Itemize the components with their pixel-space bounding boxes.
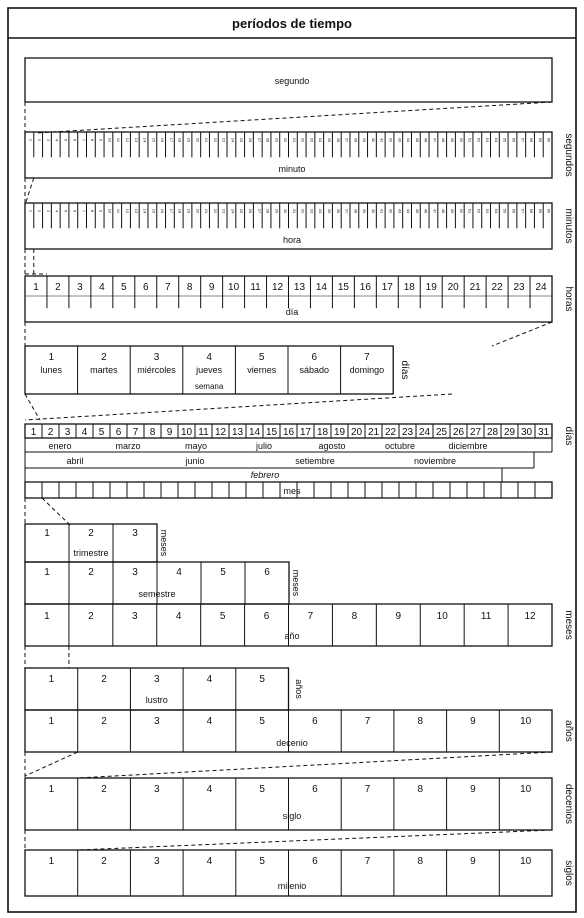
minuto-num-8: 8 bbox=[89, 138, 95, 142]
siglo-decenio-4: 4 bbox=[206, 784, 213, 795]
ano-mes-7: 7 bbox=[307, 611, 314, 622]
siglo-decenio-1: 1 bbox=[48, 784, 55, 795]
dia-mes-num-10: 10 bbox=[180, 427, 193, 438]
hora-num-7: 7 bbox=[81, 209, 87, 213]
minuto-num-19: 19 bbox=[186, 137, 192, 143]
hora-num-40: 40 bbox=[370, 208, 376, 214]
hora-num-14: 14 bbox=[142, 208, 148, 214]
minuto-num-44: 44 bbox=[406, 137, 412, 143]
decenio-label: decenio bbox=[276, 738, 308, 748]
minuto-num-38: 38 bbox=[353, 137, 359, 143]
siglo-decenio-8: 8 bbox=[417, 784, 424, 795]
decenio-ano-10: 10 bbox=[520, 716, 532, 727]
hora-num-37: 37 bbox=[344, 208, 350, 214]
minuto-num-52: 52 bbox=[476, 137, 482, 143]
mes31-mayo: mayo bbox=[184, 441, 208, 451]
minuto-num-20: 20 bbox=[195, 137, 201, 143]
dias-side-label: días bbox=[563, 426, 574, 446]
minuto-num-29: 29 bbox=[274, 137, 280, 143]
decenio-ano-8: 8 bbox=[417, 716, 424, 727]
hora-num-9: 9 bbox=[98, 209, 104, 213]
hora-num-22: 22 bbox=[212, 208, 218, 214]
minuto-num-33: 33 bbox=[309, 137, 315, 143]
hora-num-3: 3 bbox=[77, 282, 83, 293]
minuto-num-50: 50 bbox=[458, 137, 464, 143]
minuto-num-16: 16 bbox=[160, 137, 166, 143]
segundo-label: segundo bbox=[274, 76, 310, 86]
dia-semana-martes: martes bbox=[90, 365, 118, 375]
trimestre-label: trimestre bbox=[73, 548, 109, 558]
minuto-num-41: 41 bbox=[379, 137, 385, 143]
connector-segundo-right bbox=[36, 102, 552, 133]
minuto-num-60: 60 bbox=[546, 137, 552, 143]
horas-side-label: horas bbox=[563, 286, 574, 312]
dia-mes-num-18: 18 bbox=[316, 427, 329, 438]
dias-semana-side-label: días bbox=[399, 360, 410, 380]
minuto-num-53: 53 bbox=[485, 137, 491, 143]
minuto-num-1: 1 bbox=[28, 138, 34, 142]
minuto-num-25: 25 bbox=[239, 137, 245, 143]
hora-num-5: 5 bbox=[63, 209, 69, 213]
connector-decenio-right bbox=[25, 752, 78, 776]
hora-num-19: 19 bbox=[186, 208, 192, 214]
hora-num-36: 36 bbox=[335, 208, 341, 214]
mes31-diciembre: diciembre bbox=[448, 441, 488, 451]
siglo-decenio-9: 9 bbox=[470, 784, 476, 795]
dia-mes-num-6: 6 bbox=[115, 427, 122, 438]
mes30-setiembre: setiembre bbox=[295, 456, 335, 466]
minuto-num-36: 36 bbox=[335, 137, 341, 143]
decenio-ano-5: 5 bbox=[259, 716, 265, 727]
hora-num-41: 41 bbox=[379, 208, 385, 214]
hora-num-56: 56 bbox=[511, 208, 517, 214]
milenio-label: milenio bbox=[277, 881, 307, 891]
hora-num-21: 21 bbox=[469, 282, 481, 293]
milenio-siglo-6: 6 bbox=[312, 856, 318, 867]
minuto-num-54: 54 bbox=[493, 137, 499, 143]
hora-num-29: 29 bbox=[274, 208, 280, 214]
dia-mes-num-12: 12 bbox=[214, 427, 227, 438]
hora-num-9: 9 bbox=[208, 282, 215, 293]
hora-num-25: 25 bbox=[239, 208, 245, 214]
ano-mes-11: 11 bbox=[480, 611, 492, 622]
dia-mes-num-1: 1 bbox=[30, 427, 37, 438]
minuto-num-31: 31 bbox=[291, 137, 297, 143]
hora-side-label: minutos bbox=[563, 208, 574, 244]
dia-label: día bbox=[285, 307, 299, 317]
dia-semana-sábado: sábado bbox=[299, 365, 330, 375]
milenio-siglo-10: 10 bbox=[520, 856, 532, 867]
hora-num-32: 32 bbox=[300, 208, 306, 214]
dia-mes-num-2: 2 bbox=[47, 427, 54, 438]
minuto-num-18: 18 bbox=[177, 137, 183, 143]
minuto-num-24: 24 bbox=[230, 137, 236, 143]
dia-mes-num-9: 9 bbox=[166, 427, 173, 438]
minuto-num-28: 28 bbox=[265, 137, 271, 143]
hora-num-15: 15 bbox=[151, 208, 157, 214]
minuto-num-59: 59 bbox=[537, 137, 543, 143]
hora-num-31: 31 bbox=[291, 208, 297, 214]
hora-num-34: 34 bbox=[318, 208, 324, 214]
connector-siglo-right bbox=[78, 830, 552, 850]
mes30-abril: abril bbox=[66, 456, 84, 466]
minuto-num-10: 10 bbox=[107, 137, 113, 143]
hora-num-12: 12 bbox=[125, 208, 131, 214]
hora-num-60: 60 bbox=[546, 208, 552, 214]
hora-num-21: 21 bbox=[204, 208, 210, 214]
hora-num-13: 13 bbox=[293, 282, 306, 293]
hora-num-23: 23 bbox=[513, 282, 525, 293]
ano-mes-6: 6 bbox=[263, 611, 270, 622]
dia-semana-lunes: lunes bbox=[40, 365, 63, 375]
dia-semana-viernes: viernes bbox=[247, 365, 277, 375]
page-title: períodos de tiempo bbox=[232, 16, 352, 31]
hora-num-3: 3 bbox=[45, 209, 51, 213]
hora-num-55: 55 bbox=[502, 208, 508, 214]
hora-num-46: 46 bbox=[423, 208, 429, 214]
siglo-decenio-7: 7 bbox=[364, 784, 371, 795]
hora-num-50: 50 bbox=[458, 208, 464, 214]
minuto-num-2: 2 bbox=[37, 138, 43, 142]
dia-mes-num-7: 7 bbox=[132, 427, 139, 438]
dia-mes-num-14: 14 bbox=[248, 427, 261, 438]
dia-semana-domingo: domingo bbox=[349, 365, 385, 375]
minuto-num-3: 3 bbox=[45, 138, 51, 142]
hora-num-10: 10 bbox=[228, 282, 240, 293]
meses-side-label: meses bbox=[563, 610, 574, 640]
mes31-marzo: marzo bbox=[115, 441, 141, 451]
semestre-mes-6: 6 bbox=[264, 567, 270, 578]
mes30-noviembre: noviembre bbox=[413, 456, 457, 466]
hora-num-53: 53 bbox=[485, 208, 491, 214]
minuto-num-15: 15 bbox=[151, 137, 157, 143]
minuto-num-11: 11 bbox=[116, 137, 122, 143]
minuto-num-43: 43 bbox=[397, 137, 403, 143]
minuto-num-32: 32 bbox=[300, 137, 306, 143]
ano-mes-12: 12 bbox=[524, 611, 536, 622]
semestre-mes-4: 4 bbox=[176, 567, 182, 578]
lustro-label: lustro bbox=[145, 695, 168, 705]
minuto-num-58: 58 bbox=[529, 137, 535, 143]
minuto-num-6: 6 bbox=[72, 138, 78, 142]
ano-mes-8: 8 bbox=[351, 611, 358, 622]
meses-sem-side-label: meses bbox=[291, 569, 301, 597]
hora-num-19: 19 bbox=[425, 282, 437, 293]
hora-num-48: 48 bbox=[441, 208, 447, 214]
hora-num-16: 16 bbox=[160, 208, 166, 214]
dia-semana-jueves: jueves bbox=[196, 365, 223, 375]
siglo-decenio-2: 2 bbox=[101, 784, 107, 795]
hora-num-57: 57 bbox=[520, 208, 526, 214]
decenio-ano-7: 7 bbox=[364, 716, 371, 727]
decenio-ano-2: 2 bbox=[101, 716, 107, 727]
trimestre-mes-2: 2 bbox=[88, 528, 94, 539]
hora-num-10: 10 bbox=[107, 208, 113, 214]
hora-num-26: 26 bbox=[247, 208, 253, 214]
hora-num-11: 11 bbox=[116, 208, 122, 214]
hora-num-24: 24 bbox=[535, 282, 547, 293]
ano-mes-3: 3 bbox=[132, 611, 138, 622]
lustro-ano-2: 2 bbox=[101, 674, 107, 685]
semestre-mes-2: 2 bbox=[88, 567, 94, 578]
meses-tri-side-label: meses bbox=[159, 529, 169, 557]
hora-num-35: 35 bbox=[327, 208, 333, 214]
dia-mes-num-15: 15 bbox=[265, 427, 278, 438]
mes31-octubre: octubre bbox=[384, 441, 416, 451]
ano-mes-1: 1 bbox=[44, 611, 50, 622]
milenio-siglo-9: 9 bbox=[470, 856, 476, 867]
minuto-num-13: 13 bbox=[133, 137, 139, 143]
ano-mes-4: 4 bbox=[175, 611, 182, 622]
hora-num-28: 28 bbox=[265, 208, 271, 214]
ano-mes-10: 10 bbox=[436, 611, 448, 622]
hora-num-18: 18 bbox=[177, 208, 183, 214]
minuto-num-55: 55 bbox=[502, 137, 508, 143]
hora-num-23: 23 bbox=[221, 208, 227, 214]
lustro-ano-4: 4 bbox=[206, 674, 213, 685]
trimestre-mes-3: 3 bbox=[132, 528, 138, 539]
minuto-num-46: 46 bbox=[423, 137, 429, 143]
hora-num-2: 2 bbox=[37, 209, 43, 213]
minuto-num-48: 48 bbox=[441, 137, 447, 143]
hora-num-14: 14 bbox=[315, 282, 327, 293]
minuto-num-35: 35 bbox=[327, 137, 333, 143]
hora-num-59: 59 bbox=[537, 208, 543, 214]
anos-lustro-side-label: años bbox=[294, 679, 304, 699]
milenio-siglo-3: 3 bbox=[153, 856, 160, 867]
minuto-num-27: 27 bbox=[256, 137, 262, 143]
lustro-ano-1: 1 bbox=[48, 674, 55, 685]
minuto-num-37: 37 bbox=[344, 137, 350, 143]
dia-mes-num-24: 24 bbox=[418, 427, 431, 438]
hora-num-4: 4 bbox=[54, 209, 60, 213]
decenio-ano-1: 1 bbox=[48, 716, 55, 727]
hora-num-6: 6 bbox=[142, 282, 149, 293]
dia-mes-num-5: 5 bbox=[98, 427, 105, 438]
siglo-decenio-5: 5 bbox=[259, 784, 265, 795]
ano-mes-5: 5 bbox=[219, 611, 226, 622]
hora-num-17: 17 bbox=[381, 282, 393, 293]
hora-num-20: 20 bbox=[447, 282, 459, 293]
minuto-num-40: 40 bbox=[370, 137, 376, 143]
hora-num-11: 11 bbox=[250, 282, 261, 293]
hora-num-24: 24 bbox=[230, 208, 236, 214]
decenio-ano-3: 3 bbox=[153, 716, 160, 727]
minuto-num-14: 14 bbox=[142, 137, 148, 143]
ano-mes-2: 2 bbox=[88, 611, 94, 622]
connector-dia-right bbox=[492, 322, 552, 346]
hora-num-30: 30 bbox=[283, 208, 289, 214]
siglo-label: siglo bbox=[282, 811, 302, 821]
siglo-decenio-10: 10 bbox=[520, 784, 532, 795]
dia-mes-num-8: 8 bbox=[149, 427, 156, 438]
hora-num-54: 54 bbox=[493, 208, 499, 214]
hora-num-8: 8 bbox=[89, 209, 95, 213]
semestre-mes-3: 3 bbox=[132, 567, 138, 578]
mes-label: mes bbox=[283, 486, 301, 496]
hora-num-4: 4 bbox=[99, 282, 105, 293]
connector-semana bbox=[25, 394, 452, 420]
dia-mes-num-29: 29 bbox=[503, 427, 516, 438]
dia-mes-num-23: 23 bbox=[401, 427, 414, 438]
dia-mes-num-13: 13 bbox=[231, 427, 244, 438]
dia-mes-num-16: 16 bbox=[282, 427, 295, 438]
semestre-mes-5: 5 bbox=[220, 567, 226, 578]
mes31-agosto: agosto bbox=[318, 441, 346, 451]
dia-mes-num-28: 28 bbox=[486, 427, 499, 438]
minuto-num-9: 9 bbox=[98, 138, 104, 142]
dia-mes-num-4: 4 bbox=[81, 427, 88, 438]
dia-mes-num-20: 20 bbox=[350, 427, 363, 438]
anos-side-label: años bbox=[563, 720, 574, 742]
dia-semana-num-2: 2 bbox=[101, 352, 107, 363]
connector-mes-right bbox=[42, 498, 70, 525]
minuto-num-4: 4 bbox=[54, 138, 60, 142]
minuto-num-21: 21 bbox=[204, 137, 210, 143]
connector-semana-left bbox=[25, 394, 40, 420]
minuto-num-56: 56 bbox=[511, 137, 517, 143]
minuto-num-34: 34 bbox=[318, 137, 324, 143]
hora-num-44: 44 bbox=[406, 208, 412, 214]
minuto-num-42: 42 bbox=[388, 137, 394, 143]
minuto-num-57: 57 bbox=[520, 137, 526, 143]
dia-semana-num-4: 4 bbox=[206, 352, 212, 363]
dia-mes-num-30: 30 bbox=[520, 427, 533, 438]
minuto-num-51: 51 bbox=[467, 137, 473, 143]
hora-num-33: 33 bbox=[309, 208, 315, 214]
hora-num-17: 17 bbox=[168, 208, 174, 214]
minuto-num-39: 39 bbox=[362, 137, 368, 143]
hora-num-39: 39 bbox=[362, 208, 368, 214]
minuto-num-7: 7 bbox=[81, 138, 87, 142]
dia-mes-num-21: 21 bbox=[367, 427, 380, 438]
hora-num-45: 45 bbox=[414, 208, 420, 214]
ano-mes-9: 9 bbox=[395, 611, 402, 622]
milenio-siglo-7: 7 bbox=[364, 856, 371, 867]
minuto-num-5: 5 bbox=[63, 138, 69, 142]
connector-decenio-long bbox=[78, 752, 552, 778]
minuto-num-47: 47 bbox=[432, 137, 438, 143]
minuto-num-23: 23 bbox=[221, 137, 227, 143]
hora-num-51: 51 bbox=[467, 208, 473, 214]
dia-semana-miércoles: miércoles bbox=[137, 365, 176, 375]
siglo-decenio-6: 6 bbox=[312, 784, 318, 795]
minuto-num-45: 45 bbox=[414, 137, 420, 143]
minuto-label: minuto bbox=[278, 164, 306, 174]
dia-mes-num-26: 26 bbox=[452, 427, 465, 438]
connector-minuto-right bbox=[25, 178, 34, 205]
hora-num-43: 43 bbox=[397, 208, 403, 214]
semestre-label: semestre bbox=[138, 589, 176, 599]
mes28-febrero: febrero bbox=[250, 470, 280, 480]
minuto-num-49: 49 bbox=[449, 137, 455, 143]
minuto-num-17: 17 bbox=[168, 137, 174, 143]
milenio-siglo-1: 1 bbox=[48, 856, 55, 867]
ano-label: año bbox=[284, 631, 300, 641]
dia-semana-num-6: 6 bbox=[311, 352, 318, 363]
dia-semana-num-1: 1 bbox=[48, 352, 55, 363]
dia-semana-num-7: 7 bbox=[364, 352, 370, 363]
dia-semana-num-5: 5 bbox=[258, 352, 265, 363]
hora-num-38: 38 bbox=[353, 208, 359, 214]
milenio-siglo-2: 2 bbox=[101, 856, 107, 867]
milenio-siglo-5: 5 bbox=[259, 856, 265, 867]
dia-mes-num-31: 31 bbox=[537, 427, 550, 438]
mes31-enero: enero bbox=[48, 441, 72, 451]
dia-mes-num-11: 11 bbox=[198, 427, 209, 438]
hora-num-1: 1 bbox=[33, 282, 39, 293]
hora-num-5: 5 bbox=[121, 282, 127, 293]
dia-mes-num-3: 3 bbox=[64, 427, 71, 438]
hora-label: hora bbox=[282, 235, 302, 245]
hora-num-16: 16 bbox=[359, 282, 371, 293]
hora-num-13: 13 bbox=[133, 208, 139, 214]
milenio-siglo-4: 4 bbox=[206, 856, 213, 867]
decenios-side-label: decenios bbox=[563, 783, 574, 825]
dia-mes-num-22: 22 bbox=[384, 427, 397, 438]
hora-num-7: 7 bbox=[164, 282, 171, 293]
hora-num-8: 8 bbox=[186, 282, 193, 293]
minuto-num-22: 22 bbox=[212, 137, 218, 143]
mes31-julio: julio bbox=[255, 441, 273, 451]
dia-mes-num-25: 25 bbox=[435, 427, 448, 438]
milenio-siglo-8: 8 bbox=[417, 856, 424, 867]
minuto-num-12: 12 bbox=[125, 137, 131, 143]
hora-num-47: 47 bbox=[432, 208, 438, 214]
decenio-ano-6: 6 bbox=[312, 716, 318, 727]
hora-num-27: 27 bbox=[256, 208, 262, 214]
hora-num-58: 58 bbox=[529, 208, 535, 214]
siglo-decenio-3: 3 bbox=[153, 784, 160, 795]
hora-num-12: 12 bbox=[271, 282, 284, 293]
semestre-mes-1: 1 bbox=[44, 567, 50, 578]
dia-mes-num-17: 17 bbox=[299, 427, 312, 438]
decenio-ano-9: 9 bbox=[470, 716, 476, 727]
hora-num-20: 20 bbox=[195, 208, 201, 214]
hora-num-49: 49 bbox=[449, 208, 455, 214]
hora-num-6: 6 bbox=[72, 209, 78, 213]
hora-num-52: 52 bbox=[476, 208, 482, 214]
minuto-side-label: segundos bbox=[563, 133, 574, 177]
hora-num-15: 15 bbox=[337, 282, 349, 293]
dia-mes-num-19: 19 bbox=[333, 427, 346, 438]
hora-num-2: 2 bbox=[55, 282, 61, 293]
minuto-num-30: 30 bbox=[283, 137, 289, 143]
dia-mes-num-27: 27 bbox=[469, 427, 482, 438]
lustro-ano-3: 3 bbox=[153, 674, 160, 685]
decenio-ano-4: 4 bbox=[206, 716, 213, 727]
trimestre-mes-1: 1 bbox=[44, 528, 50, 539]
hora-num-42: 42 bbox=[388, 208, 394, 214]
lustro-ano-5: 5 bbox=[259, 674, 265, 685]
dia-semana-num-3: 3 bbox=[153, 352, 160, 363]
minuto-num-26: 26 bbox=[247, 137, 253, 143]
hora-num-18: 18 bbox=[403, 282, 415, 293]
hora-num-22: 22 bbox=[491, 282, 503, 293]
siglos-side-label: siglos bbox=[563, 860, 574, 886]
semana-label: semana bbox=[194, 382, 224, 391]
mes30-junio: junio bbox=[185, 456, 205, 466]
hora-num-1: 1 bbox=[28, 209, 34, 213]
